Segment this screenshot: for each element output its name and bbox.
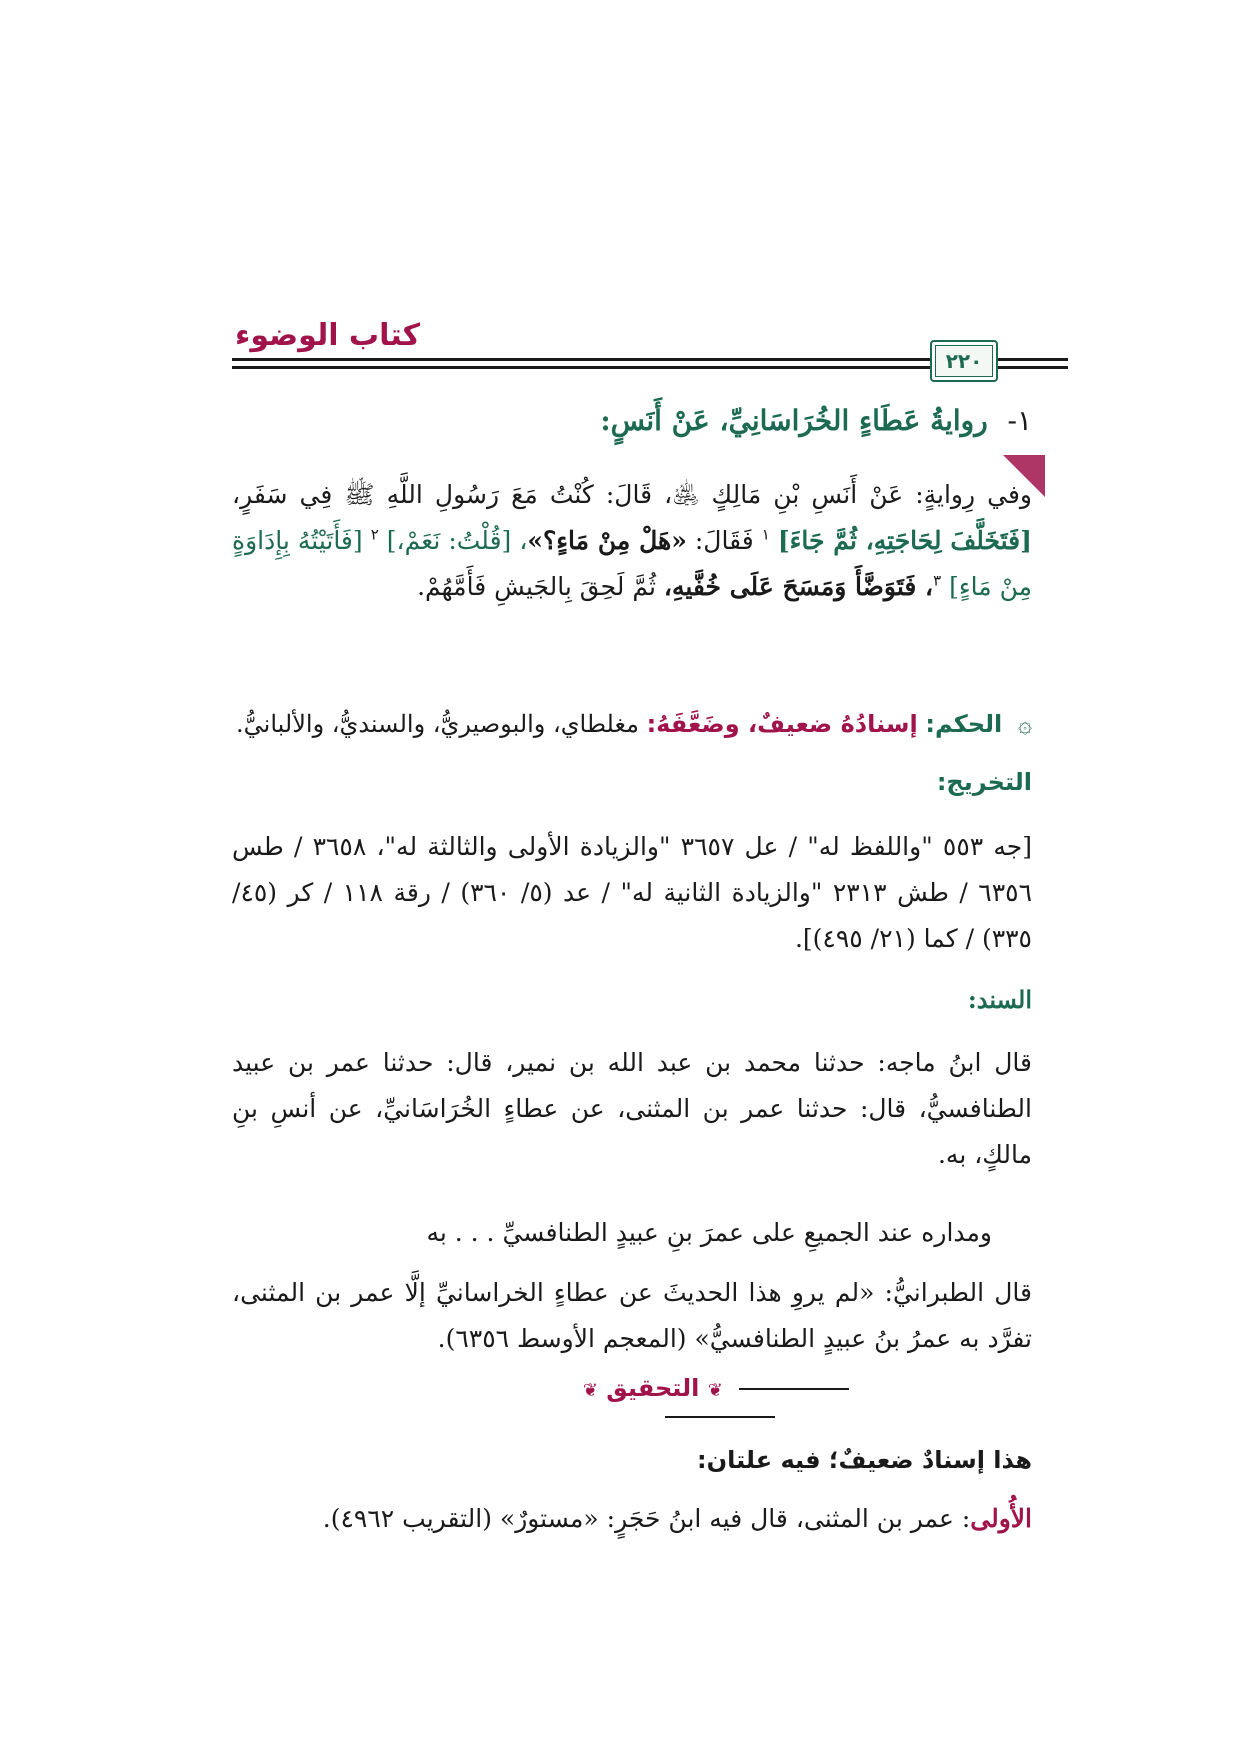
hadith-addition-3: [فَأَتَيْتُهُ بِإِدَاوَةٍ مِنْ مَاءٍ] (232, 526, 1032, 601)
sanad-label: السند: (967, 985, 1032, 1014)
ornament-icon: ❦ (582, 1380, 598, 1401)
footnote-ref-3: ٣ (933, 571, 942, 590)
footnote-ref-1: ١ (761, 525, 770, 544)
hadith-text (232, 472, 1032, 610)
takhrij-text: [جه ٥٥٣ "واللفظ له" / عل ٣٦٥٧ "والزيادة الأولى والثالثة له"، ٣٦٥٨ / طس ٦٣٥٦ / طش ٢٣١٣ "والزيادة الثانية له" / عد (٥/ ٣٦٠) / رقة ١١٨ / كر (٤٥/ ٣٣٥) / كما (٢١/ ٤٩٥)]. (232, 832, 1033, 953)
ruling-label: الحكم: (925, 710, 1003, 738)
hadith-part-3: ، فَتَوَضَّأَ وَمَسَحَ عَلَى خُفَّيهِ، (663, 572, 934, 601)
divider-line-right (739, 1388, 849, 1390)
first-defect-text: : عمر بن المثنى، قال فيه ابنُ حَجَرٍ: «مستورٌ» (التقريب ٤٩٦٢). (322, 1504, 971, 1533)
flower-icon: ۞ (1017, 710, 1032, 738)
header-rule-right-top (1001, 358, 1033, 361)
section-title (232, 404, 1032, 437)
sanad-paragraph-2: ومداره عند الجميعِ على عمرَ بنِ عبيدٍ الطنافسيِّ . . . به (426, 1218, 992, 1247)
takhrij-label: التخريج: (936, 768, 1032, 796)
first-defect (232, 1496, 1032, 1542)
divider-line-left (665, 1416, 775, 1418)
hadith-part-2: فَقَالَ: (694, 526, 754, 555)
tahqiq-title: التحقيق (606, 1374, 700, 1402)
sanad-paragraph-3: قال الطبرانيُّ: «لم يروِ هذا الحديثَ عن عطاءٍ الخراسانيِّ إلَّا عمر بن المثنى، تفرَّد به عمرُ بنُ عبيدٍ الطنافسيُّ» (المعجم الأوسط ٦٣٥٦). (232, 1278, 1032, 1353)
hadith-addition-2: ، [قُلْتُ: نَعَمْ،] (386, 526, 528, 555)
section-number: ١- (1007, 404, 1032, 437)
page-number: ٢٢٠ (930, 340, 998, 382)
hadith-part-4: ثُمَّ لَحِقَ بِالجَيشِ فَأَمَّهُمْ. (417, 572, 656, 601)
footnote-ref-2: ٢ (370, 525, 379, 544)
section-title-text: روايةُ عَطَاءٍ الخُرَاسَانِيِّ، عَنْ أَنَسٍ: (600, 404, 988, 437)
tahqiq-divider (530, 1374, 910, 1430)
ornament-icon: ❦ (707, 1380, 723, 1401)
ruling-value: إسنادُهُ ضعيفٌ، وضَعَّفَهُ: (646, 710, 918, 738)
hadith-addition-1: [فَتَخَلَّفَ لِحَاجَتِهِ، ثُمَّ جَاءَ] (777, 526, 1032, 555)
ruling (232, 710, 1032, 738)
sanad-paragraph-1: قال ابنُ ماجه: حدثنا محمد بن عبد الله بن نمير، قال: حدثنا عمر بن عبيد الطنافسيُّ، قال: حدثنا عمر بن المثنى، عن عطاءٍ الخُرَاسَانيِّ، عن أنسِ بنِ مالكٍ، به. (232, 1048, 1032, 1169)
ruling-scholars: مغلطاي، والبوصيريُّ، والسنديُّ، والألبانيُّ. (236, 710, 639, 738)
hadith-quote: «هَلْ مِنْ مَاءٍ؟» (527, 526, 687, 555)
hadith-part-1: وفي رِوايةٍ: عَنْ أَنَسِ بْنِ مَالِكٍ ﵁، قَالَ: كُنْتُ مَعَ رَسُولِ اللَّهِ ﷺ فِي سَفَرٍ، (232, 480, 1032, 509)
header-rule-right-bottom (1001, 366, 1033, 369)
running-title: كتاب الوضوء (235, 318, 421, 353)
tahqiq-heading: هذا إسنادٌ ضعيفٌ؛ فيه علتان: (697, 1446, 1032, 1474)
first-defect-label: الأُولى (970, 1504, 1032, 1533)
